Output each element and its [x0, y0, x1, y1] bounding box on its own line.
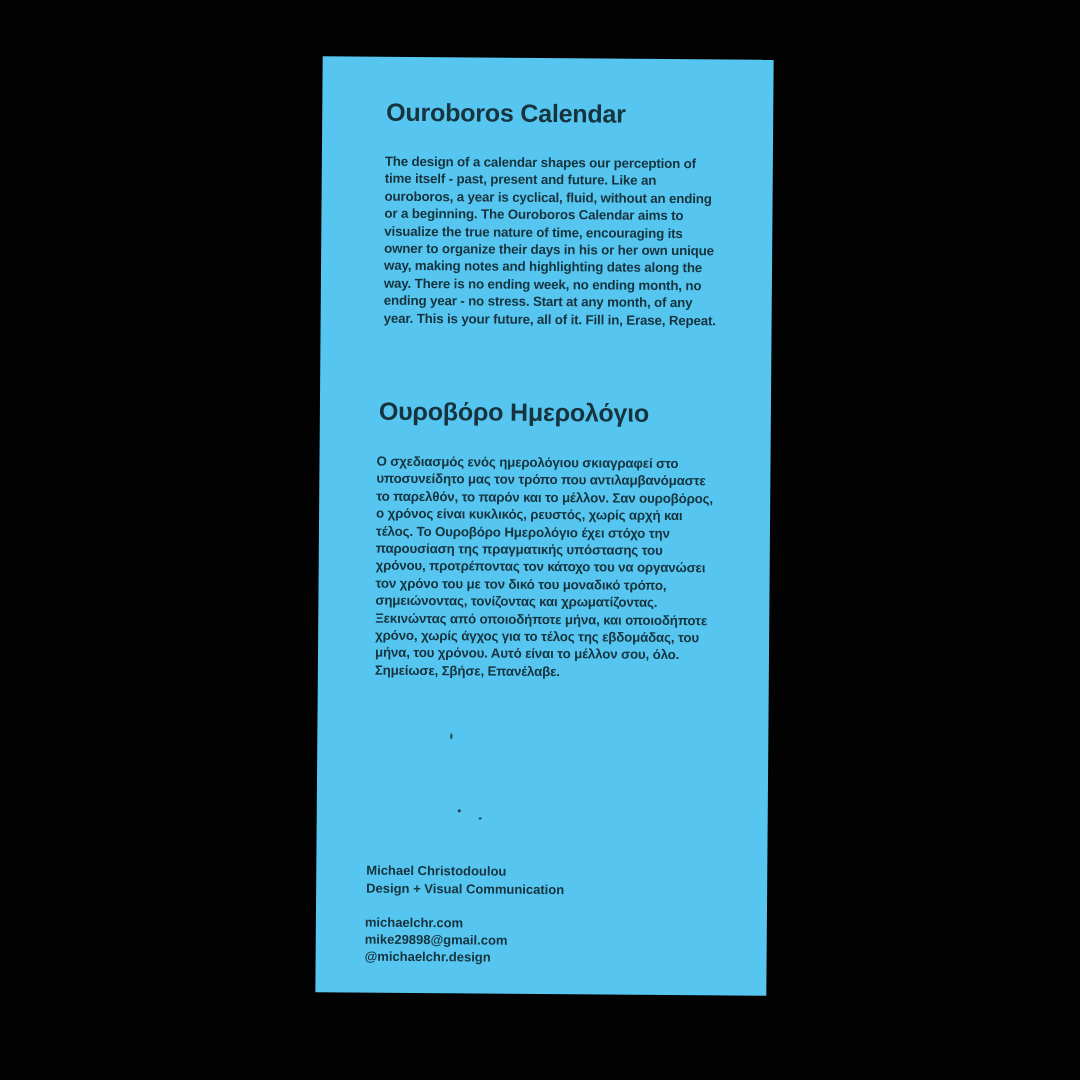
greek-body: Ο σχεδιασμός ενός ημερολόγιου σκιαγραφεί στο υποσυνείδητο μας τον τρόπο που αντιλαμβανόμαστε το παρελθόν, το παρόν και το μέλλον. Σαν ουροβόρος, ο χρόνος είναι κυκλικός, ρευστός, χωρίς αρχή και τέλος. Το Ουροβόρο Ημερολόγιο έχει στόχο την παρουσίαση της πραγματικής υπόστασης του χρόνου, προτρέποντας τον κάτοχο του να οργανώσει τον χρόνο του με τον δικό του μοναδικό τρόπο, σημειώνοντας, τονίζοντας και χρωματίζοντας. Ξεκινώντας από οποιοδήποτε μήνα, και οποιοδήποτε χρόνο, χωρίς άγχος για το τέλος της εβδομάδας, του μήνα, του χρόνου. Αυτό είναι το μέλλον σου, όλο. Σημείωσε, Σβήσε, Επανέλαβε. [374, 453, 714, 679]
website-link: michaelchr.com [364, 914, 464, 931]
social-handle: @michaelchr.design [364, 948, 491, 965]
author-name: Michael Christodoulou [366, 862, 507, 879]
english-body: The design of a calendar shapes our perception of time itself - past, present and future. Like an ouroboros, a year is cyclical, fluid, without an ending or a beginning. The Ouroboros Calendar aims to visualize the true nature of time, encouraging its owner to organize their days in his or her own unique way, making notes and highlighting dates along the way. There is no ending week, no ending month, no ending year - no stress. Start at any month, of any year. This is your future, all of it. Fill in, Erase, Repeat. [383, 153, 716, 328]
flyer-card [315, 56, 773, 996]
contact-list [365, 914, 508, 966]
greek-title: Ουροβόρο Ημερολόγιο [378, 397, 650, 428]
author-credits [366, 862, 564, 900]
ink-speck [450, 733, 452, 739]
email-link: mike29898@gmail.com [364, 931, 508, 948]
ink-speck [479, 817, 482, 819]
author-role: Design + Visual Communication [366, 880, 565, 898]
english-title: Ouroboros Calendar [386, 98, 626, 129]
ink-speck [458, 809, 461, 812]
